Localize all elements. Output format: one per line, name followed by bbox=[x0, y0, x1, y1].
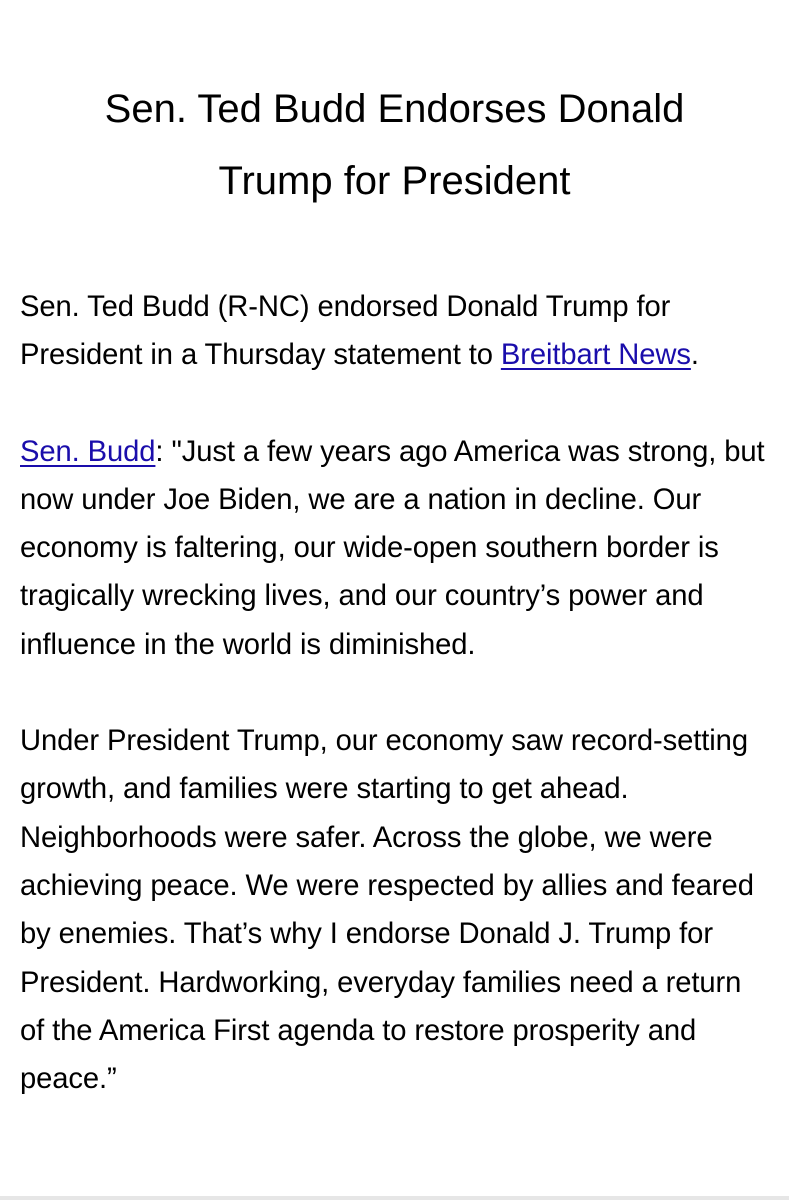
sen-budd-link[interactable]: Sen. Budd bbox=[20, 435, 156, 468]
quote-text: : "Just a few years ago America was strong, but now under Joe Biden, we are a nation in decline. Our economy is faltering, our wide-open southern border is tragically wrecking lives, and our country’s power and influence in the world is diminished. bbox=[20, 435, 765, 661]
breitbart-news-link[interactable]: Breitbart News bbox=[500, 339, 691, 372]
bottom-divider bbox=[0, 1196, 789, 1200]
quote-paragraph bbox=[20, 428, 769, 669]
intro-text: Sen. Ted Budd (R-NC) endorsed Donald Trump for President in a Thursday statement to bbox=[20, 291, 671, 372]
closing-paragraph: Under President Trump, our economy saw record-setting growth, and families were starting to get ahead. Neighborhoods were safer. Across the globe, we were achieving peace. We were respected by allies and feared by enemies. That’s why I endorse Donald J. Trump for President. Hardworking, everyday families need a return of the America First agenda to restore prosperity and peace.” bbox=[20, 725, 754, 1096]
intro-paragraph bbox=[20, 283, 769, 380]
intro-period: . bbox=[690, 339, 699, 372]
article-title: Sen. Ted Budd Endorses Donald Trump for President bbox=[104, 87, 685, 203]
